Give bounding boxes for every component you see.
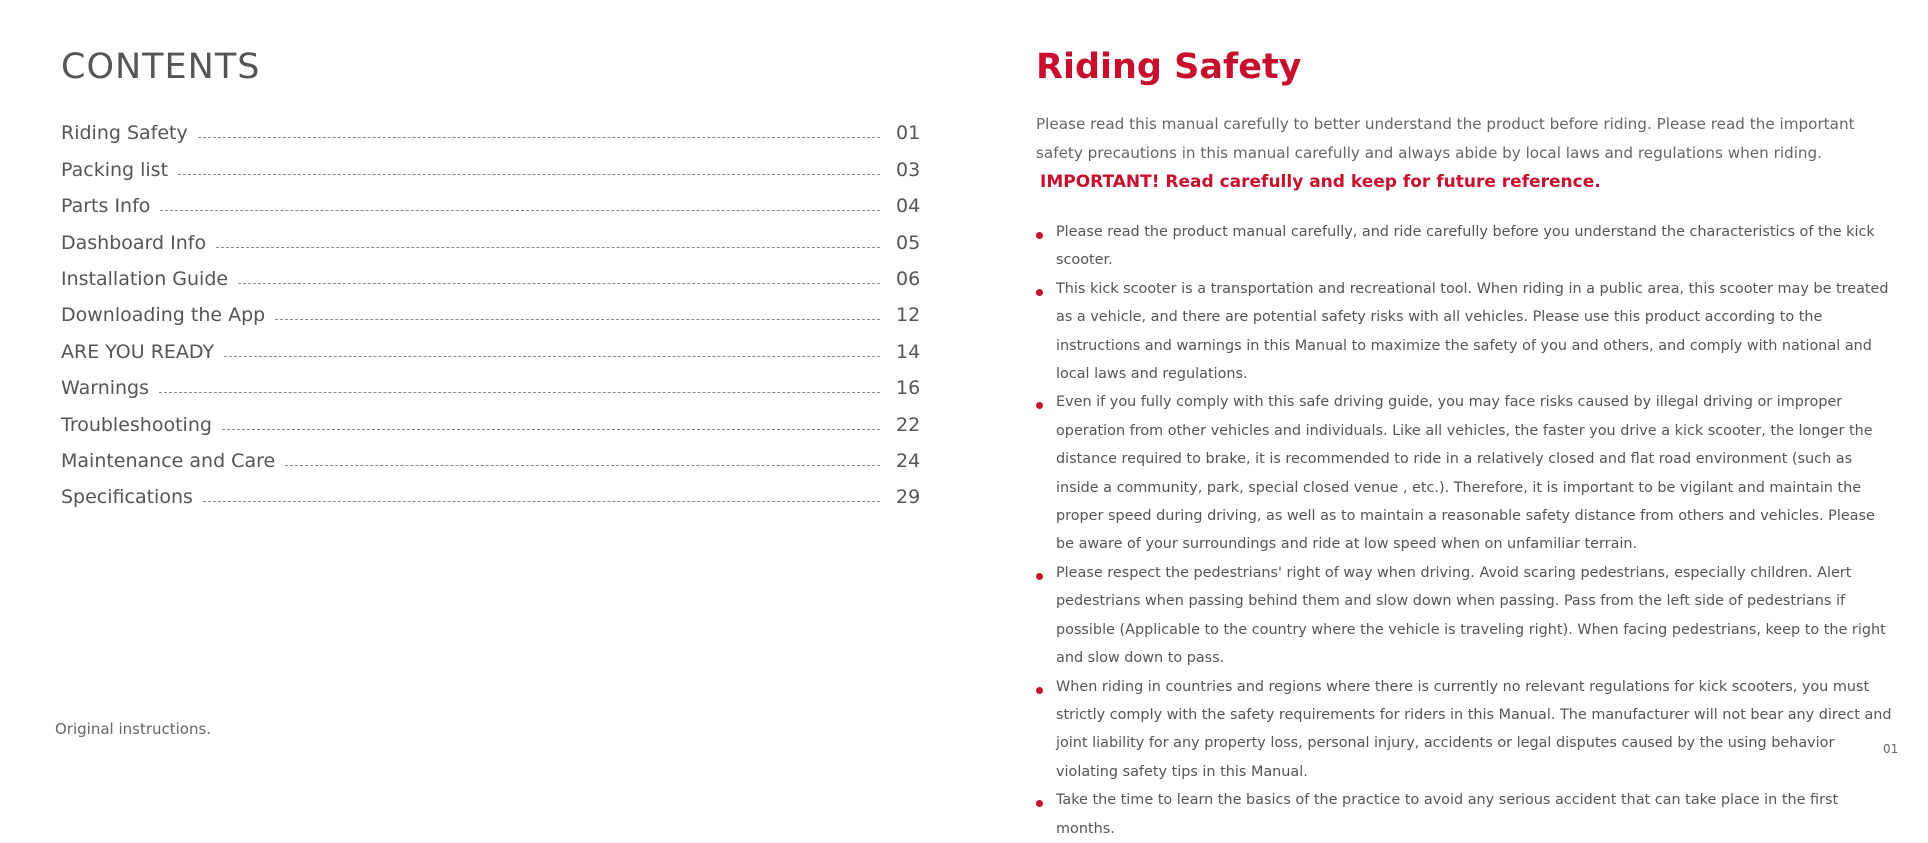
safety-list-item-text: Please respect the pedestrians' right of way when driving. Avoid scaring pedestrians, especially children. Alert pedestrians when passing behind them and slow down when passing. Pass from the left side of pedestrians if possible (Applicable to the country where the vehicle is traveling right). When facing pedestrians, keep to the right and slow down to pass.: [1056, 564, 1886, 667]
toc-leader: [159, 392, 880, 393]
toc-item-page: 05: [896, 231, 921, 254]
safety-list-item: [1036, 559, 1896, 673]
safety-list-item: [1036, 673, 1899, 787]
toc-leader: [275, 319, 880, 320]
safety-list-item-text: Take the time to learn the basics of the practice to avoid any serious accident that can take place in the first months.: [1056, 792, 1839, 837]
toc-item-specifications[interactable]: [61, 474, 921, 510]
toc-item-page: 22: [896, 413, 921, 436]
toc-item-label: Installation Guide: [61, 267, 229, 290]
safety-list-item-text: Even if you fully comply with this safe driving guide, you may face risks caused by illegal driving or improper operation from other vehicles and individuals. Like all vehicles, the faster you drive a kick scooter, the longer the distance required to brake, it is recommended to ride in a relatively closed and flat road environment (such as inside a community, park, special closed venue , etc.). Therefore, it is important to be vigilant and maintain the proper speed during driving, as well as to maintain a reasonable safety distance from others and vehicles. Please be aware of your surroundings and ride at low speed when on unfamiliar terrain.: [1056, 394, 1875, 553]
safety-list: [1036, 218, 1899, 843]
toc-item-maintenance-and-care[interactable]: [61, 438, 921, 474]
section-title: Riding Safety: [1036, 47, 1302, 87]
safety-list-item: [1036, 218, 1896, 275]
contents-title: CONTENTS: [61, 47, 261, 87]
contents-page: [0, 0, 964, 794]
important-notice: IMPORTANT! Read carefully and keep for future reference.: [1040, 172, 1601, 192]
toc-leader: [222, 429, 880, 430]
toc-item-label: ARE YOU READY: [61, 340, 215, 363]
toc-item-downloading-the-app[interactable]: [61, 292, 921, 328]
toc-item-installation-guide[interactable]: [61, 256, 921, 292]
riding-safety-page: [964, 0, 1928, 837]
toc-item-page: 04: [896, 195, 921, 218]
toc-leader: [285, 465, 880, 466]
toc-leader: [238, 283, 880, 284]
toc-item-dashboard-info[interactable]: [61, 219, 921, 255]
safety-list-item-text: Please read the product manual carefully, and ride carefully before you understand the characteristics of the kick scooter.: [1056, 224, 1875, 269]
toc-item-label: Packing list: [61, 158, 169, 181]
toc-item-label: Troubleshooting: [61, 413, 212, 436]
toc-item-page: 12: [896, 304, 921, 327]
original-instructions-note: Original instructions.: [55, 720, 212, 738]
toc-item-label: Riding Safety: [61, 122, 188, 145]
toc-leader: [224, 356, 880, 357]
page-number: 01: [1883, 742, 1899, 756]
bullet-icon: [1036, 232, 1043, 239]
toc-item-page: 06: [896, 267, 921, 290]
toc-item-packing-list[interactable]: [61, 146, 921, 182]
toc-item-page: 24: [896, 449, 921, 472]
toc-leader: [203, 501, 880, 502]
toc-item-warnings[interactable]: [61, 365, 921, 401]
toc-item-riding-safety[interactable]: [61, 110, 921, 146]
toc-item-label: Parts Info: [61, 195, 151, 218]
safety-list-item-text: This kick scooter is a transportation and recreational tool. When riding in a public area, this scooter may be treated as a vehicle, and there are potential safety risks with all vehicles. Please use this product according to the instructions and warnings in this Manual to maximize the safety of you and others, and comply with national and local laws and regulations.: [1056, 280, 1889, 383]
bullet-icon: [1036, 687, 1043, 694]
toc-item-troubleshooting[interactable]: [61, 401, 921, 437]
toc-item-parts-info[interactable]: [61, 183, 921, 219]
toc-item-page: 16: [896, 377, 921, 400]
toc-item-page: 29: [896, 486, 921, 509]
intro-paragraph: Please read this manual carefully to better understand the product before riding. Please read the important safety precautions in this manual carefully and always abide by local laws and regulations when riding.: [1036, 115, 1855, 162]
toc-item-page: 14: [896, 340, 921, 363]
table-of-contents: [61, 110, 921, 510]
toc-item-label: Downloading the App: [61, 304, 266, 327]
toc-item-label: Specifications: [61, 486, 193, 509]
bullet-icon: [1036, 289, 1043, 296]
bullet-icon: [1036, 800, 1043, 807]
toc-leader: [178, 174, 880, 175]
safety-list-item: [1036, 275, 1896, 389]
bullet-icon: [1036, 573, 1043, 580]
safety-list-item-text: When riding in countries and regions where there is currently no relevant regulations for kick scooters, you must strictly comply with the safety requirements for riders in this Manual. The manufacturer will not bear any direct and joint liability for any property loss, personal injury, accidents or legal disputes caused by the using behavior violating safety tips in this Manual.: [1056, 678, 1892, 780]
toc-leader: [198, 137, 880, 138]
toc-leader: [216, 247, 880, 248]
toc-item-page: 01: [896, 122, 921, 145]
toc-item-page: 03: [896, 158, 921, 181]
toc-item-label: Dashboard Info: [61, 231, 207, 254]
toc-leader: [160, 210, 880, 211]
safety-list-item: [1036, 786, 1896, 843]
toc-item-label: Maintenance and Care: [61, 449, 276, 472]
toc-item-label: Warnings: [61, 377, 150, 400]
toc-item-are-you-ready[interactable]: [61, 328, 921, 364]
safety-list-item: [1036, 388, 1896, 558]
bullet-icon: [1036, 402, 1043, 409]
